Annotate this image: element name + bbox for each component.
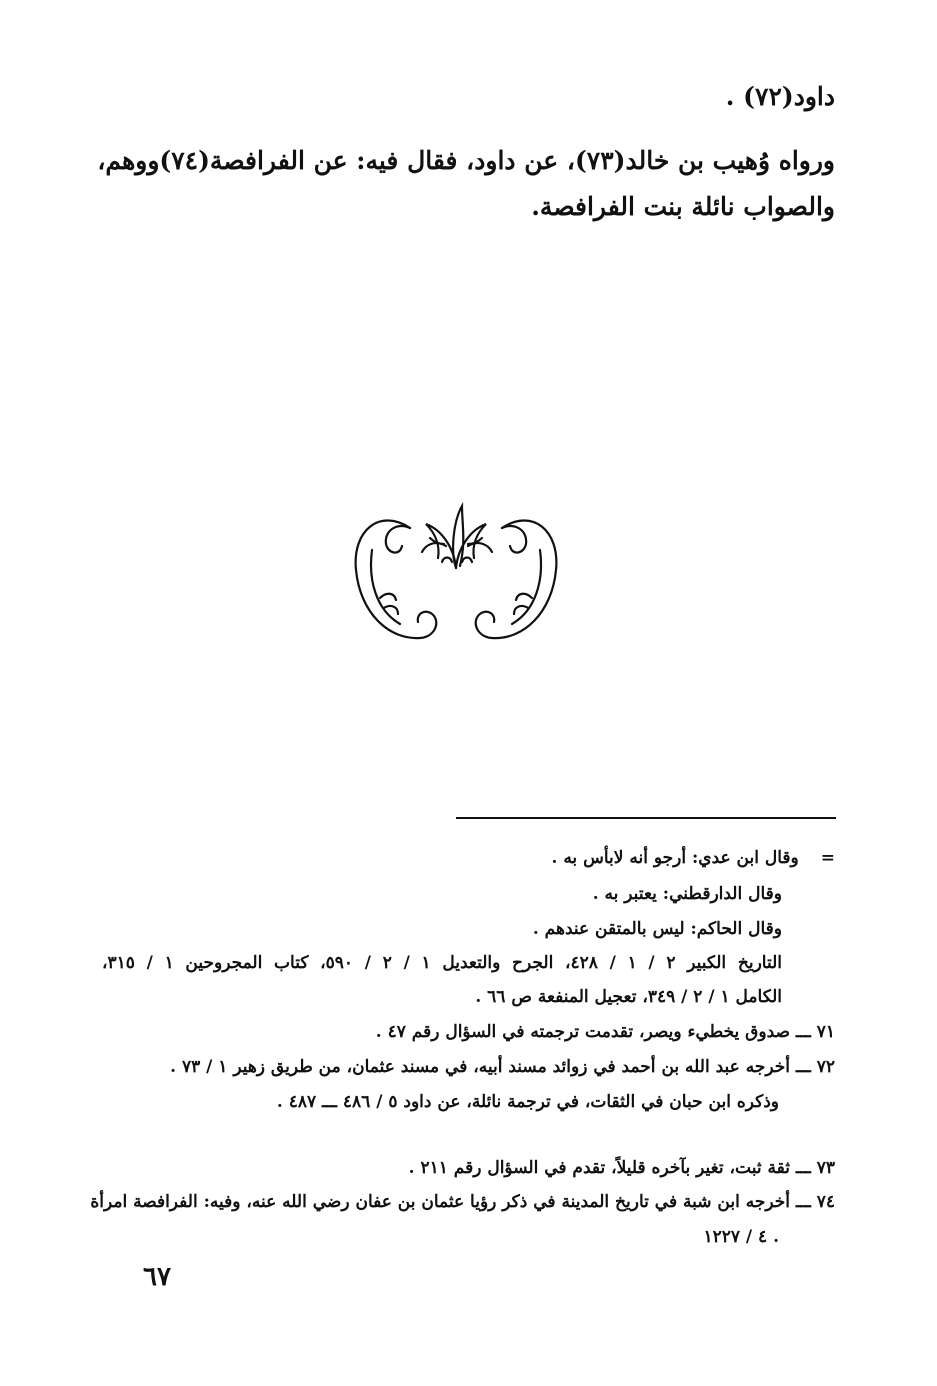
footnote-72-line-2: وذكره ابن حبان في الثقات، في ترجمة نائلة، عن داود ٥ / ٤٨٦ ـــ ٤٨٧ . bbox=[276, 1092, 779, 1112]
footnote-continuation-line-1 bbox=[135, 846, 835, 870]
footnote-continuation-line-3: وقال الحاكم: ليس بالمتقن عندهم . bbox=[532, 919, 782, 939]
footnote-continuation-line-2: وقال الدارقطني: يعتبر به . bbox=[592, 884, 782, 904]
footnote-72-line-1: ٧٢ ـــ أخرجه عبد الله بن أحمد في زوائد مسند أبيه، في مسند عثمان، من طريق زهير ١ / ٧٣ . bbox=[170, 1057, 835, 1077]
footnote-71: ٧١ ـــ صدوق يخطيء ويصر، تقدمت ترجمته في السؤال رقم ٤٧ . bbox=[375, 1022, 835, 1042]
body-line-1: داود(٧٢) . bbox=[725, 82, 835, 111]
footnote-73: ٧٣ ـــ ثقة ثبت، تغير بآخره قليلاً، تقدم في السؤال رقم ٢١١ . bbox=[408, 1158, 835, 1178]
continuation-text: وقال ابن عدي: أرجو أنه لابأس به . bbox=[551, 848, 799, 868]
footnote-continuation-line-4: التاريخ الكبير ٢ / ١ / ٤٢٨، الجرح والتعديل ١ / ٢ / ٥٩٠، كتاب المجروحين ١ / ٣١٥، bbox=[102, 953, 783, 973]
body-line-2: ورواه وُهيب بن خالد(٧٣)، عن داود، فقال فيه: عن الفرافصة(٧٤)ووهم، bbox=[97, 146, 835, 175]
footnote-74-line-1: ٧٤ ـــ أخرجه ابن شبة في تاريخ المدينة في ذكر رؤيا عثمان بن عفان رضي الله عنه، وفيه: الفرافصة امرأة bbox=[90, 1192, 835, 1212]
footnote-continuation-line-5: الكامل ١ / ٢ / ٣٤٩، تعجيل المنفعة ص ٦٦ . bbox=[475, 987, 782, 1007]
continuation-marker: = bbox=[820, 848, 835, 868]
floral-ornament-icon bbox=[350, 500, 562, 650]
footnote-74-line-2: ٤ / ١٢٢٧ . bbox=[703, 1227, 779, 1247]
body-line-3: والصواب نائلة بنت الفرافصة. bbox=[531, 192, 835, 221]
footnote-separator bbox=[456, 817, 836, 819]
page-number: ٦٧ bbox=[143, 1262, 171, 1292]
